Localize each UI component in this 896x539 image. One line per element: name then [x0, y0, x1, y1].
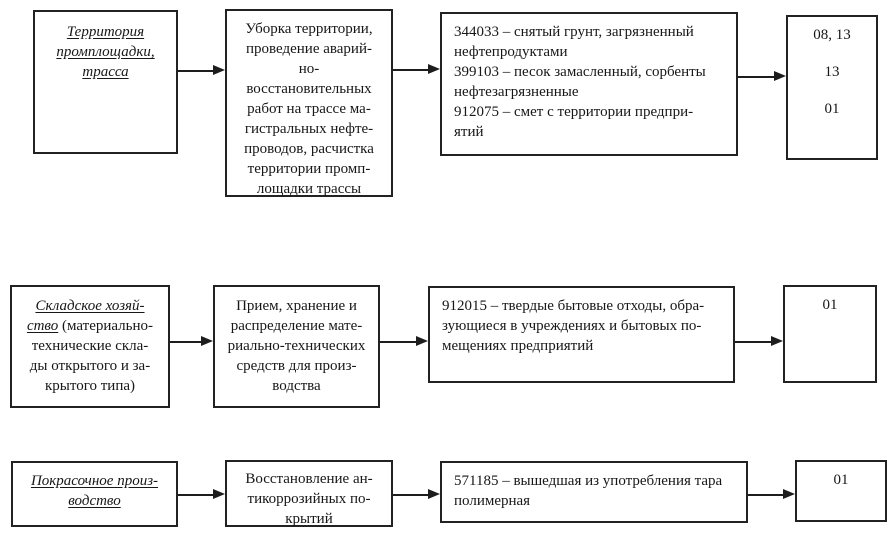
process-box-warehouse-storage	[213, 285, 380, 408]
waste-line: нефтезагрязненные	[454, 84, 579, 100]
codes-box-painting	[795, 460, 887, 522]
source-warehouse-line5: крытого типа)	[44, 378, 135, 394]
process-line: средств для произ-	[236, 358, 357, 374]
source-box-territory	[33, 10, 178, 154]
process-line: но-	[298, 61, 320, 77]
hazard-code: 08, 13	[813, 27, 851, 43]
source-warehouse-line2	[12, 316, 168, 336]
waste-line: полимерная	[454, 493, 531, 509]
source-warehouse-line1-em: Складское хозяй-	[35, 298, 145, 314]
waste-line: 399103 – песок замасленный, сорбенты	[454, 64, 706, 80]
codes-box-territory	[786, 15, 878, 160]
arrow-row3-process-to-waste	[393, 494, 428, 496]
process-line: восстановительных	[246, 81, 372, 97]
waste-line: 571185 – вышедшая из употребления тара	[454, 473, 723, 489]
hazard-code: 01	[824, 101, 840, 117]
arrow-row2-process-to-waste	[380, 341, 416, 343]
arrow-row1-waste-to-codes	[738, 76, 774, 78]
waste-line: ятий	[454, 124, 484, 140]
codes-box-warehouse	[783, 285, 877, 383]
source-warehouse-line1	[12, 296, 168, 316]
hazard-code: 13	[824, 64, 840, 80]
process-line: Уборка территории,	[245, 21, 373, 37]
process-line: тикоррозийных по-	[247, 491, 371, 507]
process-box-anticorrosion	[225, 460, 393, 527]
source-painting-line1: Покрасочное произ-	[30, 473, 159, 489]
process-line: проведение аварий-	[246, 41, 372, 57]
hazard-code: 01	[822, 297, 838, 313]
arrow-row3-source-to-process	[178, 494, 213, 496]
process-line: Прием, хранение и	[236, 298, 357, 314]
process-line: гистральных нефте-	[244, 121, 374, 137]
waste-line: нефтепродуктами	[454, 44, 568, 60]
process-line: проводов, расчистка	[244, 141, 374, 157]
arrow-row2-waste-to-codes	[735, 341, 771, 343]
source-territory-line2: промплощадки,	[56, 44, 155, 60]
source-territory-line1: Территория	[66, 24, 145, 40]
arrow-row1-process-to-waste	[393, 69, 428, 71]
source-box-painting	[11, 461, 178, 527]
process-line: водства	[272, 378, 321, 394]
process-line: крытий	[285, 511, 333, 527]
source-box-warehouse	[10, 285, 170, 408]
hazard-code: 01	[833, 472, 849, 488]
arrow-row2-source-to-process	[170, 341, 201, 343]
process-line: территории промп-	[247, 161, 371, 177]
process-line: Восстановление ан-	[245, 471, 373, 487]
source-warehouse-line2-plain: (материально-	[58, 318, 154, 334]
arrow-row1-source-to-process	[178, 70, 213, 72]
waste-line: 912075 – смет с территории предпри-	[454, 104, 694, 120]
process-line: работ на трассе ма-	[247, 101, 371, 117]
waste-box-territory	[440, 12, 738, 156]
waste-box-warehouse	[428, 286, 735, 383]
waste-line: 912015 – твердые бытовые отходы, обра-	[442, 298, 705, 314]
source-warehouse-line2-em: ство	[26, 318, 59, 334]
process-line: лощадки трассы	[256, 181, 362, 197]
source-warehouse-line3: технические скла-	[31, 338, 149, 354]
process-line: распределение мате-	[230, 318, 363, 334]
waste-line: зующиеся в учреждениях и бытовых по-	[442, 318, 702, 334]
source-territory-line3: трасса	[82, 64, 129, 80]
arrow-row3-waste-to-codes	[748, 494, 783, 496]
waste-box-painting	[440, 461, 748, 523]
process-line: риально-технических	[227, 338, 366, 354]
source-warehouse-line4: ды открытого и за-	[29, 358, 151, 374]
waste-line: 344033 – снятый грунт, загрязненный	[454, 24, 694, 40]
waste-line: мещениях предприятий	[442, 338, 594, 354]
process-box-territory-cleanup	[225, 9, 393, 197]
source-painting-line2: водство	[68, 493, 121, 509]
